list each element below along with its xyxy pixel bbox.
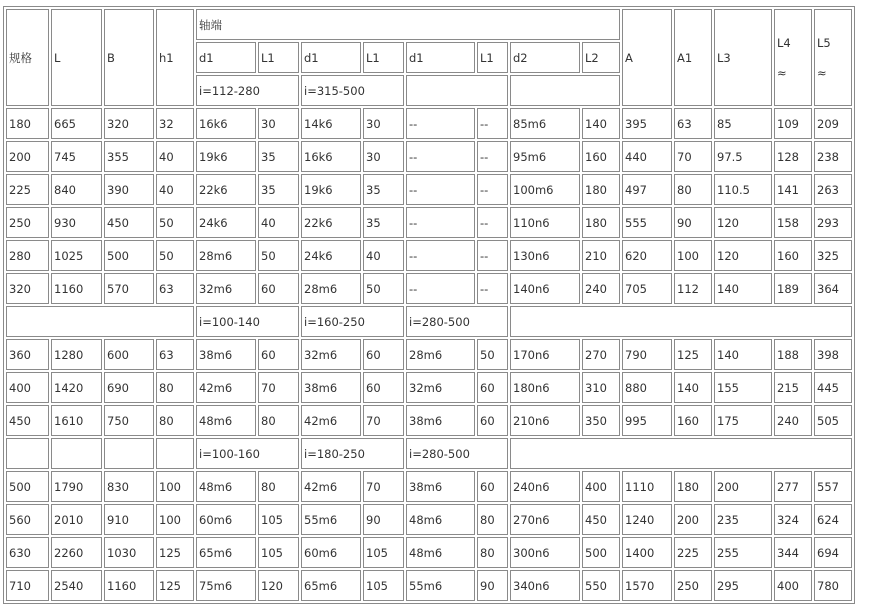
cell-L1-b: 30 [363, 141, 404, 172]
cell-L1-a: 80 [258, 405, 299, 436]
cell-L5: 364 [814, 273, 852, 304]
header-L3: L3 [714, 9, 772, 106]
cell-d1-c: -- [406, 207, 475, 238]
cell-L1-c: -- [477, 207, 508, 238]
cell-L1-c: -- [477, 141, 508, 172]
cell-A1: 70 [674, 141, 712, 172]
cell-L1-b: 30 [363, 108, 404, 139]
cell-L1-b: 50 [363, 273, 404, 304]
cell-d1-c: 55m6 [406, 570, 475, 601]
cell-L4: 277 [774, 471, 812, 502]
cell-h1: 125 [156, 570, 194, 601]
cell-L: 1160 [51, 273, 102, 304]
cell-d1-a: 75m6 [196, 570, 256, 601]
cell-d2: 85m6 [510, 108, 580, 139]
header-L1-b: L1 [363, 42, 404, 73]
cell-A: 790 [622, 339, 672, 370]
cell-L: 1790 [51, 471, 102, 502]
cell-h1: 63 [156, 339, 194, 370]
cell-A1: 250 [674, 570, 712, 601]
cell-L4: 215 [774, 372, 812, 403]
cell-d1-b: 65m6 [301, 570, 361, 601]
cell-d1-b: 38m6 [301, 372, 361, 403]
cell-L3: 85 [714, 108, 772, 139]
cell-d1-b: 28m6 [301, 273, 361, 304]
cell-d1-c: 38m6 [406, 471, 475, 502]
cell-L: 930 [51, 207, 102, 238]
cell-L5: 398 [814, 339, 852, 370]
cell-A: 705 [622, 273, 672, 304]
cell-A1: 100 [674, 240, 712, 271]
cell-L1-a: 60 [258, 273, 299, 304]
cell-L1-a: 70 [258, 372, 299, 403]
cell-L4: 400 [774, 570, 812, 601]
cell-L1-b: 35 [363, 207, 404, 238]
cell-A: 995 [622, 405, 672, 436]
cell-A: 497 [622, 174, 672, 205]
cell-L5: 624 [814, 504, 852, 535]
table-row [6, 372, 852, 403]
header-d2: d2 [510, 42, 580, 73]
cell-spec: 500 [6, 471, 49, 502]
cell-L4: 324 [774, 504, 812, 535]
cell-L1-b: 40 [363, 240, 404, 271]
cell-L3: 295 [714, 570, 772, 601]
cell-A: 1400 [622, 537, 672, 568]
cell-A1: 112 [674, 273, 712, 304]
cell-h1: 32 [156, 108, 194, 139]
header-L2: L2 [582, 42, 620, 73]
cell-A: 1570 [622, 570, 672, 601]
cell-d1-c: 48m6 [406, 537, 475, 568]
cell-L1-b: 60 [363, 339, 404, 370]
cell-B: 830 [104, 471, 154, 502]
header-ratio-a: i=112-280 [196, 75, 299, 106]
table-row [6, 537, 852, 568]
cell-L5: 780 [814, 570, 852, 601]
cell-d1-b: 42m6 [301, 405, 361, 436]
cell-L4: 189 [774, 273, 812, 304]
cell-d1-a: 48m6 [196, 405, 256, 436]
cell-spec: 280 [6, 240, 49, 271]
cell-d1-a: 42m6 [196, 372, 256, 403]
cell-A1: 125 [674, 339, 712, 370]
cell-d2: 340n6 [510, 570, 580, 601]
cell-h1: 100 [156, 471, 194, 502]
cell-L1-a: 30 [258, 108, 299, 139]
cell-d1-b: 42m6 [301, 471, 361, 502]
ratio-blank [6, 438, 49, 469]
cell-L: 840 [51, 174, 102, 205]
cell-B: 1030 [104, 537, 154, 568]
table-body [6, 9, 852, 601]
cell-L1-c: 50 [477, 339, 508, 370]
cell-d1-a: 32m6 [196, 273, 256, 304]
cell-spec: 225 [6, 174, 49, 205]
cell-d1-c: -- [406, 174, 475, 205]
cell-A: 1240 [622, 504, 672, 535]
ratio-label: i=280-500 [406, 306, 508, 337]
cell-B: 1160 [104, 570, 154, 601]
cell-d2: 270n6 [510, 504, 580, 535]
cell-A: 555 [622, 207, 672, 238]
cell-spec: 560 [6, 504, 49, 535]
cell-B: 910 [104, 504, 154, 535]
table-row [6, 174, 852, 205]
cell-B: 600 [104, 339, 154, 370]
cell-B: 320 [104, 108, 154, 139]
cell-d1-c: -- [406, 108, 475, 139]
cell-L: 1610 [51, 405, 102, 436]
table-row [6, 471, 852, 502]
table-row [6, 141, 852, 172]
cell-h1: 40 [156, 141, 194, 172]
cell-L2: 210 [582, 240, 620, 271]
cell-L: 745 [51, 141, 102, 172]
table-row [6, 570, 852, 601]
cell-L2: 180 [582, 207, 620, 238]
cell-L1-a: 40 [258, 207, 299, 238]
cell-L3: 97.5 [714, 141, 772, 172]
cell-L1-a: 50 [258, 240, 299, 271]
cell-L5: 209 [814, 108, 852, 139]
table-row [6, 405, 852, 436]
cell-spec: 250 [6, 207, 49, 238]
cell-spec: 320 [6, 273, 49, 304]
ratio-label: i=180-250 [301, 438, 404, 469]
cell-L1-a: 60 [258, 339, 299, 370]
header-L4-label: L4 [777, 35, 791, 50]
ratio-blank [51, 438, 102, 469]
cell-A: 440 [622, 141, 672, 172]
cell-L5: 238 [814, 141, 852, 172]
cell-spec: 180 [6, 108, 49, 139]
cell-L1-b: 60 [363, 372, 404, 403]
cell-d1-c: -- [406, 240, 475, 271]
cell-d1-b: 14k6 [301, 108, 361, 139]
cell-L2: 350 [582, 405, 620, 436]
cell-L: 2260 [51, 537, 102, 568]
cell-L4: 141 [774, 174, 812, 205]
cell-L2: 240 [582, 273, 620, 304]
cell-d1-b: 19k6 [301, 174, 361, 205]
cell-L1-b: 105 [363, 537, 404, 568]
cell-d1-b: 22k6 [301, 207, 361, 238]
cell-L1-c: 60 [477, 471, 508, 502]
cell-d1-c: 48m6 [406, 504, 475, 535]
ratio-label: i=280-500 [406, 438, 508, 469]
cell-L5: 694 [814, 537, 852, 568]
cell-L2: 310 [582, 372, 620, 403]
cell-L1-a: 105 [258, 537, 299, 568]
header-A: A [622, 9, 672, 106]
cell-d1-c: 28m6 [406, 339, 475, 370]
cell-d1-a: 24k6 [196, 207, 256, 238]
cell-L1-b: 105 [363, 570, 404, 601]
cell-L2: 450 [582, 504, 620, 535]
cell-d1-c: -- [406, 273, 475, 304]
cell-d2: 300n6 [510, 537, 580, 568]
ratio-label: i=160-250 [301, 306, 404, 337]
cell-A1: 180 [674, 471, 712, 502]
ratio-label: i=100-160 [196, 438, 299, 469]
reducer-spec-table [3, 6, 855, 604]
cell-spec: 360 [6, 339, 49, 370]
ratio-blank [510, 306, 852, 337]
cell-h1: 125 [156, 537, 194, 568]
ratio-blank [6, 306, 194, 337]
cell-A1: 200 [674, 504, 712, 535]
cell-A1: 225 [674, 537, 712, 568]
header-d1-b: d1 [301, 42, 361, 73]
header-spec: 规格 [6, 9, 49, 106]
cell-A: 620 [622, 240, 672, 271]
header-B: B [104, 9, 154, 106]
table-row [6, 108, 852, 139]
header-ratio-d [510, 75, 620, 106]
cell-d1-a: 38m6 [196, 339, 256, 370]
cell-spec: 450 [6, 405, 49, 436]
cell-L4: 240 [774, 405, 812, 436]
cell-L2: 400 [582, 471, 620, 502]
cell-L5: 293 [814, 207, 852, 238]
cell-L2: 160 [582, 141, 620, 172]
cell-L3: 175 [714, 405, 772, 436]
cell-B: 450 [104, 207, 154, 238]
cell-A: 395 [622, 108, 672, 139]
cell-L1-a: 120 [258, 570, 299, 601]
cell-A1: 140 [674, 372, 712, 403]
cell-L3: 255 [714, 537, 772, 568]
cell-B: 355 [104, 141, 154, 172]
cell-A: 1110 [622, 471, 672, 502]
cell-d1-a: 48m6 [196, 471, 256, 502]
cell-L1-b: 90 [363, 504, 404, 535]
table-row [6, 339, 852, 370]
cell-d1-b: 60m6 [301, 537, 361, 568]
cell-L1-c: 90 [477, 570, 508, 601]
cell-d1-a: 65m6 [196, 537, 256, 568]
header-L4-approx: ≈ [777, 65, 787, 80]
cell-L: 1420 [51, 372, 102, 403]
cell-L4: 109 [774, 108, 812, 139]
cell-L5: 505 [814, 405, 852, 436]
cell-B: 570 [104, 273, 154, 304]
cell-d1-c: 38m6 [406, 405, 475, 436]
header-L1-c: L1 [477, 42, 508, 73]
cell-A1: 80 [674, 174, 712, 205]
cell-L1-a: 35 [258, 141, 299, 172]
cell-d2: 110n6 [510, 207, 580, 238]
table-row [6, 273, 852, 304]
header-L: L [51, 9, 102, 106]
cell-L1-c: 80 [477, 537, 508, 568]
cell-L4: 160 [774, 240, 812, 271]
cell-d1-a: 60m6 [196, 504, 256, 535]
cell-h1: 80 [156, 372, 194, 403]
cell-h1: 50 [156, 207, 194, 238]
header-L5-label: L5 [817, 35, 831, 50]
cell-L5: 557 [814, 471, 852, 502]
cell-d2: 140n6 [510, 273, 580, 304]
cell-L3: 120 [714, 240, 772, 271]
cell-d2: 130n6 [510, 240, 580, 271]
ratio-row [6, 306, 852, 337]
cell-A1: 63 [674, 108, 712, 139]
ratio-row [6, 438, 852, 469]
cell-B: 390 [104, 174, 154, 205]
cell-L4: 188 [774, 339, 812, 370]
cell-spec: 200 [6, 141, 49, 172]
cell-L1-c: -- [477, 273, 508, 304]
cell-L1-c: 60 [477, 405, 508, 436]
cell-L3: 140 [714, 273, 772, 304]
header-L5 [814, 9, 852, 106]
header-shaft-end: 轴端 [196, 9, 620, 40]
cell-A1: 160 [674, 405, 712, 436]
cell-L1-a: 35 [258, 174, 299, 205]
cell-L1-a: 105 [258, 504, 299, 535]
cell-L: 2010 [51, 504, 102, 535]
cell-spec: 630 [6, 537, 49, 568]
header-h1: h1 [156, 9, 194, 106]
cell-L3: 200 [714, 471, 772, 502]
table-row [6, 240, 852, 271]
cell-d1-a: 16k6 [196, 108, 256, 139]
cell-L2: 140 [582, 108, 620, 139]
ratio-label: i=100-140 [196, 306, 299, 337]
header-ratio-c [406, 75, 508, 106]
ratio-blank [104, 438, 154, 469]
ratio-blank [510, 438, 852, 469]
cell-spec: 710 [6, 570, 49, 601]
cell-L5: 445 [814, 372, 852, 403]
cell-L1-c: 80 [477, 504, 508, 535]
cell-d1-a: 22k6 [196, 174, 256, 205]
cell-L1-c: -- [477, 108, 508, 139]
cell-L3: 235 [714, 504, 772, 535]
cell-B: 750 [104, 405, 154, 436]
cell-L1-b: 70 [363, 405, 404, 436]
cell-d1-b: 32m6 [301, 339, 361, 370]
cell-d2: 180n6 [510, 372, 580, 403]
cell-L3: 155 [714, 372, 772, 403]
cell-L: 1025 [51, 240, 102, 271]
header-row-1 [6, 9, 852, 40]
cell-d1-c: -- [406, 141, 475, 172]
cell-L2: 180 [582, 174, 620, 205]
cell-spec: 400 [6, 372, 49, 403]
cell-L3: 120 [714, 207, 772, 238]
cell-L1-c: -- [477, 174, 508, 205]
header-L5-approx: ≈ [817, 65, 827, 80]
cell-L5: 263 [814, 174, 852, 205]
cell-h1: 40 [156, 174, 194, 205]
cell-A: 880 [622, 372, 672, 403]
cell-d2: 100m6 [510, 174, 580, 205]
cell-L1-c: 60 [477, 372, 508, 403]
cell-L: 2540 [51, 570, 102, 601]
cell-L: 1280 [51, 339, 102, 370]
cell-d1-b: 55m6 [301, 504, 361, 535]
cell-B: 690 [104, 372, 154, 403]
cell-L2: 550 [582, 570, 620, 601]
cell-L1-b: 35 [363, 174, 404, 205]
header-ratio-b: i=315-500 [301, 75, 404, 106]
header-d1-c: d1 [406, 42, 475, 73]
cell-h1: 80 [156, 405, 194, 436]
cell-d1-a: 28m6 [196, 240, 256, 271]
cell-L4: 344 [774, 537, 812, 568]
cell-d1-b: 24k6 [301, 240, 361, 271]
header-L4 [774, 9, 812, 106]
cell-d2: 95m6 [510, 141, 580, 172]
cell-L5: 325 [814, 240, 852, 271]
cell-L1-a: 80 [258, 471, 299, 502]
cell-h1: 100 [156, 504, 194, 535]
table-row [6, 504, 852, 535]
cell-B: 500 [104, 240, 154, 271]
cell-d2: 170n6 [510, 339, 580, 370]
cell-d2: 240n6 [510, 471, 580, 502]
cell-d1-b: 16k6 [301, 141, 361, 172]
cell-A1: 90 [674, 207, 712, 238]
cell-d1-a: 19k6 [196, 141, 256, 172]
cell-L4: 128 [774, 141, 812, 172]
cell-L1-b: 70 [363, 471, 404, 502]
cell-h1: 63 [156, 273, 194, 304]
cell-d1-c: 32m6 [406, 372, 475, 403]
cell-L4: 158 [774, 207, 812, 238]
table-row [6, 207, 852, 238]
ratio-blank [156, 438, 194, 469]
cell-h1: 50 [156, 240, 194, 271]
cell-L2: 500 [582, 537, 620, 568]
header-d1-a: d1 [196, 42, 256, 73]
header-L1-a: L1 [258, 42, 299, 73]
cell-d2: 210n6 [510, 405, 580, 436]
cell-L3: 110.5 [714, 174, 772, 205]
cell-L2: 270 [582, 339, 620, 370]
header-A1: A1 [674, 9, 712, 106]
cell-L: 665 [51, 108, 102, 139]
cell-L3: 140 [714, 339, 772, 370]
cell-L1-c: -- [477, 240, 508, 271]
